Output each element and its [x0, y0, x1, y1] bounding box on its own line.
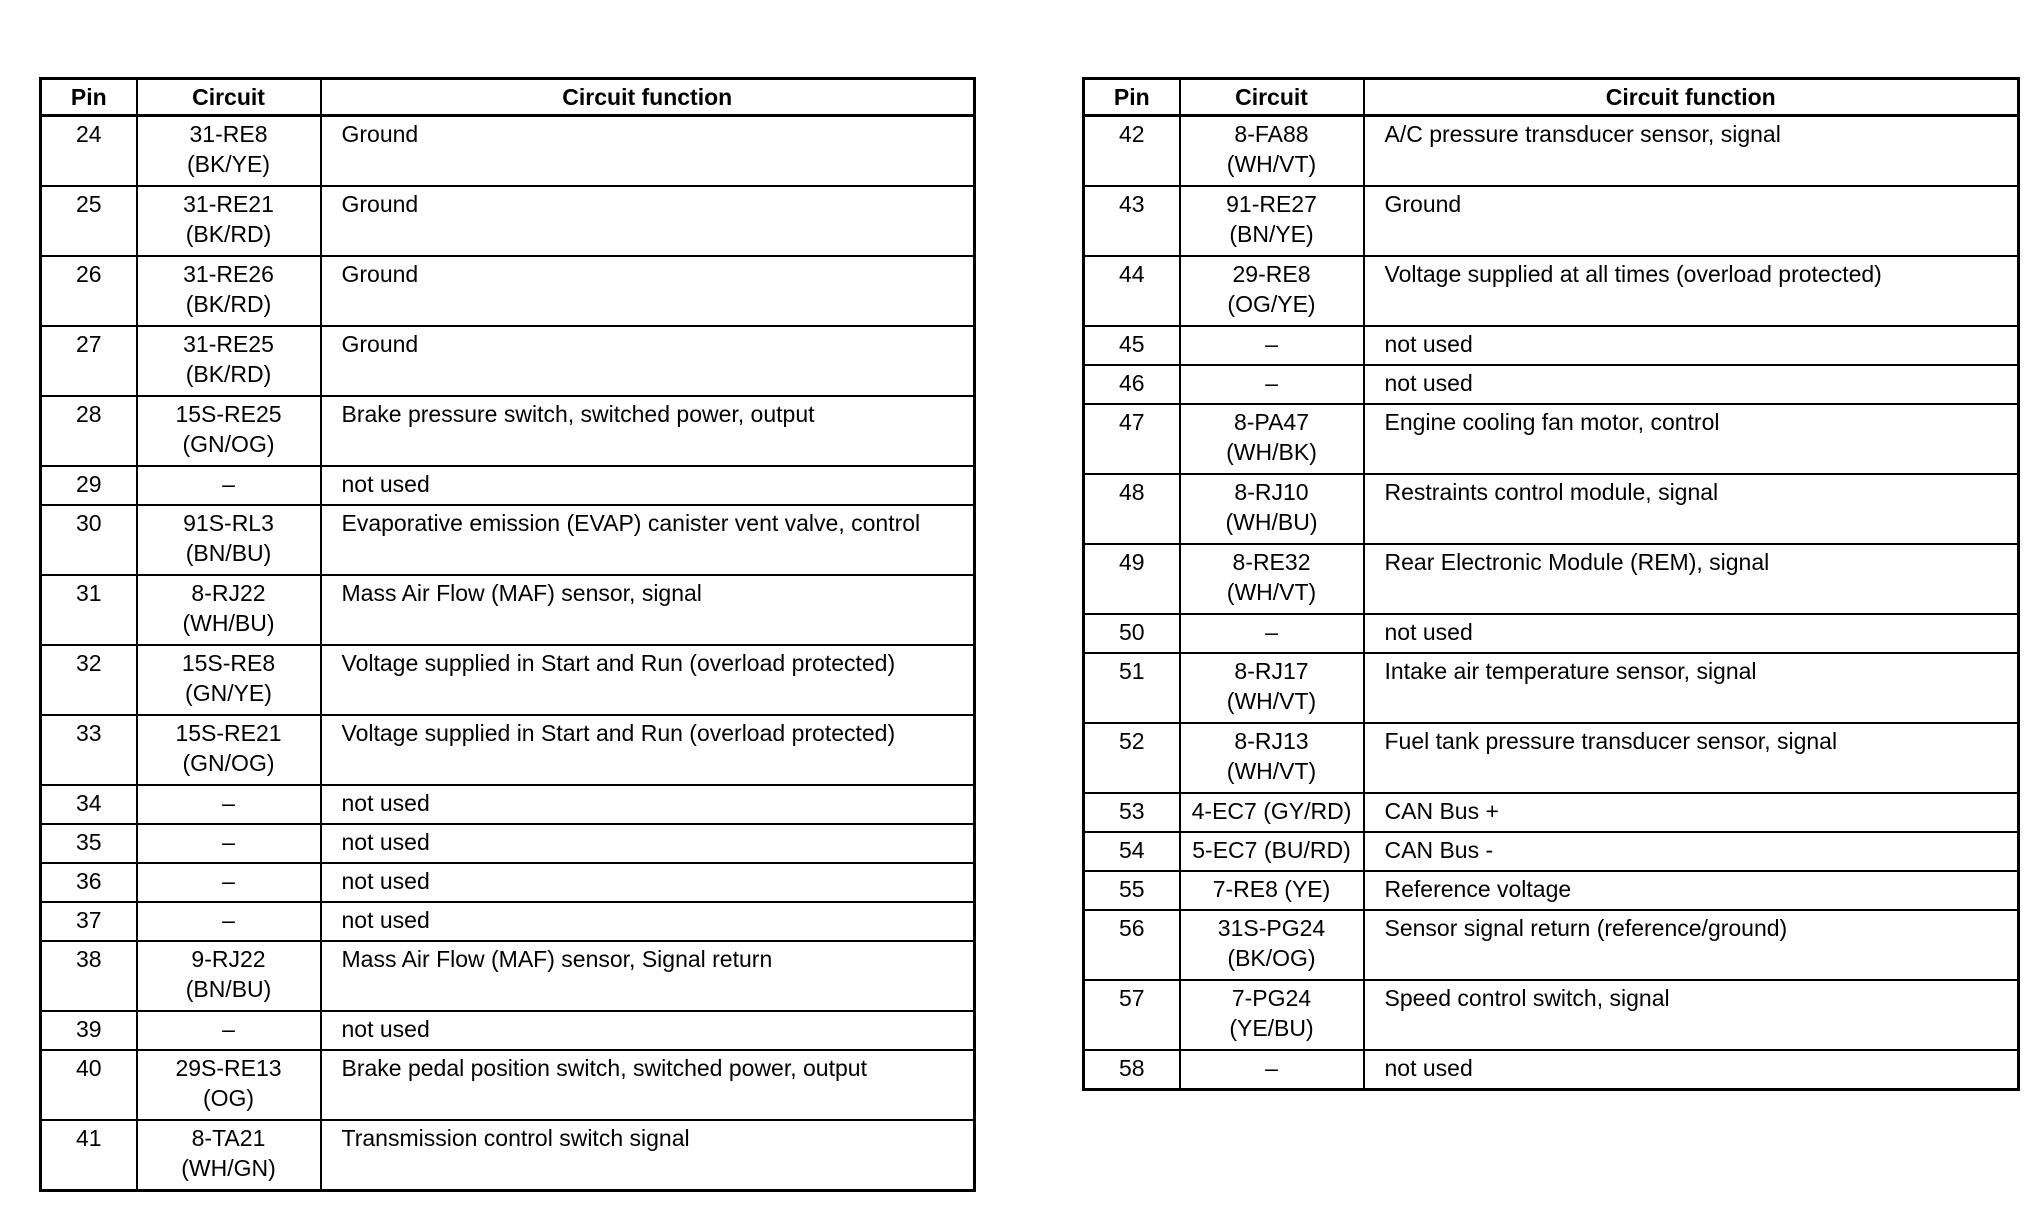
- circuit-cell: [137, 902, 321, 941]
- circuit-id: –: [1265, 619, 1278, 645]
- table-row: [41, 1050, 975, 1120]
- wire-color: (WH/VT): [1226, 579, 1317, 605]
- table-row: [41, 116, 975, 187]
- circuit-id: 31-RE21: [183, 191, 274, 217]
- circuit-function: CAN Bus -: [1364, 832, 2019, 871]
- pin-number: 36: [41, 863, 137, 902]
- circuit-cell: [137, 466, 321, 505]
- circuit-cell: [137, 785, 321, 824]
- pin-number: 45: [1084, 326, 1180, 365]
- circuit-cell: [1180, 910, 1364, 980]
- table-row: [1084, 723, 2019, 793]
- header-pin: Pin: [41, 79, 137, 116]
- circuit-cell: [1180, 365, 1364, 404]
- circuit-function: not used: [321, 902, 975, 941]
- circuit-function: not used: [1364, 1050, 2019, 1090]
- circuit-function: not used: [1364, 365, 2019, 404]
- table-row: [1084, 871, 2019, 910]
- circuit-function: Evaporative emission (EVAP) canister vent valve, control: [321, 505, 975, 575]
- wire-color: (WH/GN): [181, 1155, 276, 1181]
- circuit-function: CAN Bus +: [1364, 793, 2019, 832]
- circuit-cell: [137, 186, 321, 256]
- circuit-function: Restraints control module, signal: [1364, 474, 2019, 544]
- circuit-cell: [137, 1011, 321, 1050]
- circuit-id: 31S-PG24: [1217, 915, 1326, 941]
- pin-number: 53: [1084, 793, 1180, 832]
- table-row: [41, 1120, 975, 1191]
- circuit-function: Transmission control switch signal: [321, 1120, 975, 1191]
- circuit-cell: [137, 863, 321, 902]
- circuit-id: –: [222, 471, 235, 497]
- circuit-cell: [1180, 256, 1364, 326]
- header-circuit-function: Circuit function: [321, 79, 975, 116]
- table-row: [1084, 474, 2019, 544]
- table-row: [41, 715, 975, 785]
- circuit-function: not used: [321, 466, 975, 505]
- pin-number: 48: [1084, 474, 1180, 544]
- table-row: [1084, 1050, 2019, 1090]
- pin-number: 49: [1084, 544, 1180, 614]
- table-row: [1084, 116, 2019, 187]
- circuit-id: 29-RE8: [1232, 261, 1311, 287]
- circuit-id: 4-EC7 (GY/RD): [1191, 798, 1352, 824]
- header-pin: Pin: [1084, 79, 1180, 116]
- circuit-id: 31-RE26: [183, 261, 274, 287]
- circuit-cell: [137, 715, 321, 785]
- table-row: [41, 256, 975, 326]
- circuit-cell: [1180, 723, 1364, 793]
- circuit-id: 15S-RE8: [181, 650, 276, 676]
- circuit-id: 8-RJ22: [191, 580, 266, 606]
- wire-color: (WH/BU): [1225, 509, 1318, 535]
- pin-number: 38: [41, 941, 137, 1011]
- table-row: [1084, 980, 2019, 1050]
- circuit-id: 8-RJ17: [1234, 658, 1309, 684]
- circuit-function: Mass Air Flow (MAF) sensor, Signal return: [321, 941, 975, 1011]
- circuit-cell: [1180, 544, 1364, 614]
- circuit-cell: [1180, 980, 1364, 1050]
- pin-number: 26: [41, 256, 137, 326]
- circuit-id: 8-TA21: [191, 1125, 266, 1151]
- table-row: [1084, 793, 2019, 832]
- circuit-function: Rear Electronic Module (REM), signal: [1364, 544, 2019, 614]
- table-row: [1084, 614, 2019, 653]
- circuit-cell: [1180, 474, 1364, 544]
- wire-color: (WH/VT): [1226, 151, 1317, 177]
- circuit-id: –: [1265, 1055, 1278, 1081]
- table-row: [1084, 910, 2019, 980]
- table-row: [1084, 832, 2019, 871]
- pin-table-left: [39, 77, 976, 1192]
- wire-color: (GN/OG): [182, 750, 275, 776]
- circuit-function: Intake air temperature sensor, signal: [1364, 653, 2019, 723]
- circuit-id: –: [222, 1016, 235, 1042]
- circuit-function: Sensor signal return (reference/ground): [1364, 910, 2019, 980]
- wire-color: (WH/BK): [1226, 439, 1317, 465]
- circuit-function: not used: [1364, 326, 2019, 365]
- pin-number: 54: [1084, 832, 1180, 871]
- table-row: [41, 785, 975, 824]
- circuit-cell: [1180, 1050, 1364, 1090]
- circuit-function: Ground: [1364, 186, 2019, 256]
- pin-number: 35: [41, 824, 137, 863]
- circuit-id: –: [1265, 370, 1278, 396]
- wire-color: (WH/BU): [182, 610, 275, 636]
- circuit-function: Ground: [321, 256, 975, 326]
- circuit-cell: [137, 256, 321, 326]
- pin-number: 50: [1084, 614, 1180, 653]
- table-row: [1084, 544, 2019, 614]
- pin-number: 27: [41, 326, 137, 396]
- circuit-id: 31-RE25: [183, 331, 274, 357]
- circuit-cell: [137, 645, 321, 715]
- circuit-id: 7-PG24: [1231, 985, 1312, 1011]
- wire-color: (BN/BU): [185, 976, 272, 1002]
- circuit-id: –: [222, 907, 235, 933]
- pin-number: 24: [41, 116, 137, 187]
- pin-number: 29: [41, 466, 137, 505]
- circuit-id: 8-FA88: [1234, 121, 1309, 147]
- table-row: [41, 902, 975, 941]
- table-row: [41, 863, 975, 902]
- table-row: [41, 645, 975, 715]
- circuit-id: –: [1265, 331, 1278, 357]
- wire-color: (BK/OG): [1227, 945, 1316, 971]
- wire-color: (OG): [202, 1085, 255, 1111]
- pin-number: 37: [41, 902, 137, 941]
- wire-color: (BK/RD): [185, 361, 272, 387]
- wire-color: (WH/VT): [1226, 688, 1317, 714]
- table-row: [1084, 326, 2019, 365]
- circuit-function: Ground: [321, 326, 975, 396]
- table-row: [41, 575, 975, 645]
- pin-number: 39: [41, 1011, 137, 1050]
- circuit-id: 8-PA47: [1233, 409, 1309, 435]
- pin-number: 33: [41, 715, 137, 785]
- circuit-function: Voltage supplied in Start and Run (overload protected): [321, 715, 975, 785]
- table-row: [41, 1011, 975, 1050]
- table-row: [1084, 404, 2019, 474]
- table-row: [41, 824, 975, 863]
- pin-number: 41: [41, 1120, 137, 1191]
- pin-number: 46: [1084, 365, 1180, 404]
- circuit-function: A/C pressure transducer sensor, signal: [1364, 116, 2019, 187]
- pin-number: 32: [41, 645, 137, 715]
- circuit-function: Reference voltage: [1364, 871, 2019, 910]
- pin-number: 57: [1084, 980, 1180, 1050]
- circuit-id: 15S-RE21: [175, 720, 282, 746]
- header-circuit-function: Circuit function: [1364, 79, 2019, 116]
- wire-color: (OG/YE): [1227, 291, 1316, 317]
- table-row: [41, 186, 975, 256]
- circuit-cell: [137, 824, 321, 863]
- pin-number: 44: [1084, 256, 1180, 326]
- circuit-cell: [137, 116, 321, 187]
- circuit-cell: [1180, 614, 1364, 653]
- pin-number: 34: [41, 785, 137, 824]
- circuit-function: not used: [321, 1011, 975, 1050]
- wire-color: (YE/BU): [1229, 1015, 1314, 1041]
- circuit-function: not used: [321, 785, 975, 824]
- pin-number: 28: [41, 396, 137, 466]
- circuit-cell: [137, 326, 321, 396]
- pin-number: 43: [1084, 186, 1180, 256]
- circuit-cell: [137, 396, 321, 466]
- pin-number: 40: [41, 1050, 137, 1120]
- circuit-cell: [137, 505, 321, 575]
- table-row: [1084, 653, 2019, 723]
- circuit-cell: [1180, 116, 1364, 187]
- pin-number: 52: [1084, 723, 1180, 793]
- circuit-id: 15S-RE25: [175, 401, 282, 427]
- circuit-id: 91S-RL3: [183, 510, 274, 536]
- pin-number: 30: [41, 505, 137, 575]
- pin-number: 58: [1084, 1050, 1180, 1090]
- wire-color: (WH/VT): [1226, 758, 1317, 784]
- wire-color: (GN/OG): [182, 431, 275, 457]
- circuit-cell: [1180, 326, 1364, 365]
- circuit-id: 9-RJ22: [191, 946, 266, 972]
- circuit-function: Engine cooling fan motor, control: [1364, 404, 2019, 474]
- circuit-cell: [137, 1050, 321, 1120]
- circuit-cell: [137, 575, 321, 645]
- circuit-function: Ground: [321, 116, 975, 187]
- circuit-cell: [1180, 832, 1364, 871]
- wire-color: (BK/RD): [185, 291, 272, 317]
- header-row: [41, 79, 975, 116]
- circuit-function: Voltage supplied at all times (overload protected): [1364, 256, 2019, 326]
- circuit-cell: [1180, 404, 1364, 474]
- table-row: [1084, 365, 2019, 404]
- pin-number: 55: [1084, 871, 1180, 910]
- circuit-function: Mass Air Flow (MAF) sensor, signal: [321, 575, 975, 645]
- circuit-cell: [1180, 186, 1364, 256]
- circuit-id: –: [222, 790, 235, 816]
- circuit-function: Voltage supplied in Start and Run (overload protected): [321, 645, 975, 715]
- pin-number: 31: [41, 575, 137, 645]
- circuit-cell: [1180, 653, 1364, 723]
- pin-number: 25: [41, 186, 137, 256]
- circuit-function: not used: [321, 863, 975, 902]
- circuit-id: 31-RE8: [189, 121, 268, 147]
- table-row: [1084, 256, 2019, 326]
- circuit-function: Ground: [321, 186, 975, 256]
- circuit-cell: [1180, 793, 1364, 832]
- header-row: [1084, 79, 2019, 116]
- table-row: [41, 326, 975, 396]
- circuit-cell: [1180, 871, 1364, 910]
- circuit-function: Fuel tank pressure transducer sensor, signal: [1364, 723, 2019, 793]
- circuit-cell: [137, 1120, 321, 1191]
- table-row: [1084, 186, 2019, 256]
- table-row: [41, 466, 975, 505]
- table-body: [1084, 116, 2019, 1090]
- circuit-id: 8-RE32: [1232, 549, 1311, 575]
- circuit-id: 8-RJ13: [1234, 728, 1309, 754]
- table-row: [41, 941, 975, 1011]
- circuit-id: 29S-RE13: [175, 1055, 282, 1081]
- circuit-function: not used: [321, 824, 975, 863]
- circuit-id: –: [222, 868, 235, 894]
- pin-number: 42: [1084, 116, 1180, 187]
- header-circuit: Circuit: [1180, 79, 1364, 116]
- wire-color: (BN/BU): [185, 540, 272, 566]
- circuit-function: Brake pedal position switch, switched power, output: [321, 1050, 975, 1120]
- wire-color: (BK/RD): [185, 221, 272, 247]
- header-circuit: Circuit: [137, 79, 321, 116]
- pin-number: 51: [1084, 653, 1180, 723]
- table-body: [41, 116, 975, 1191]
- circuit-id: –: [222, 829, 235, 855]
- wire-color: (GN/YE): [185, 680, 272, 706]
- table-row: [41, 396, 975, 466]
- pin-number: 56: [1084, 910, 1180, 980]
- circuit-function: Brake pressure switch, switched power, output: [321, 396, 975, 466]
- pin-number: 47: [1084, 404, 1180, 474]
- circuit-function: not used: [1364, 614, 2019, 653]
- circuit-id: 7-RE8 (YE): [1212, 876, 1331, 902]
- pin-table-right: [1082, 77, 2020, 1091]
- circuit-id: 5-EC7 (BU/RD): [1192, 837, 1351, 863]
- circuit-function: Speed control switch, signal: [1364, 980, 2019, 1050]
- circuit-id: 91-RE27: [1226, 191, 1317, 217]
- table-row: [41, 505, 975, 575]
- wire-color: (BK/YE): [186, 151, 271, 177]
- circuit-cell: [137, 941, 321, 1011]
- circuit-id: 8-RJ10: [1234, 479, 1309, 505]
- wire-color: (BN/YE): [1229, 221, 1314, 247]
